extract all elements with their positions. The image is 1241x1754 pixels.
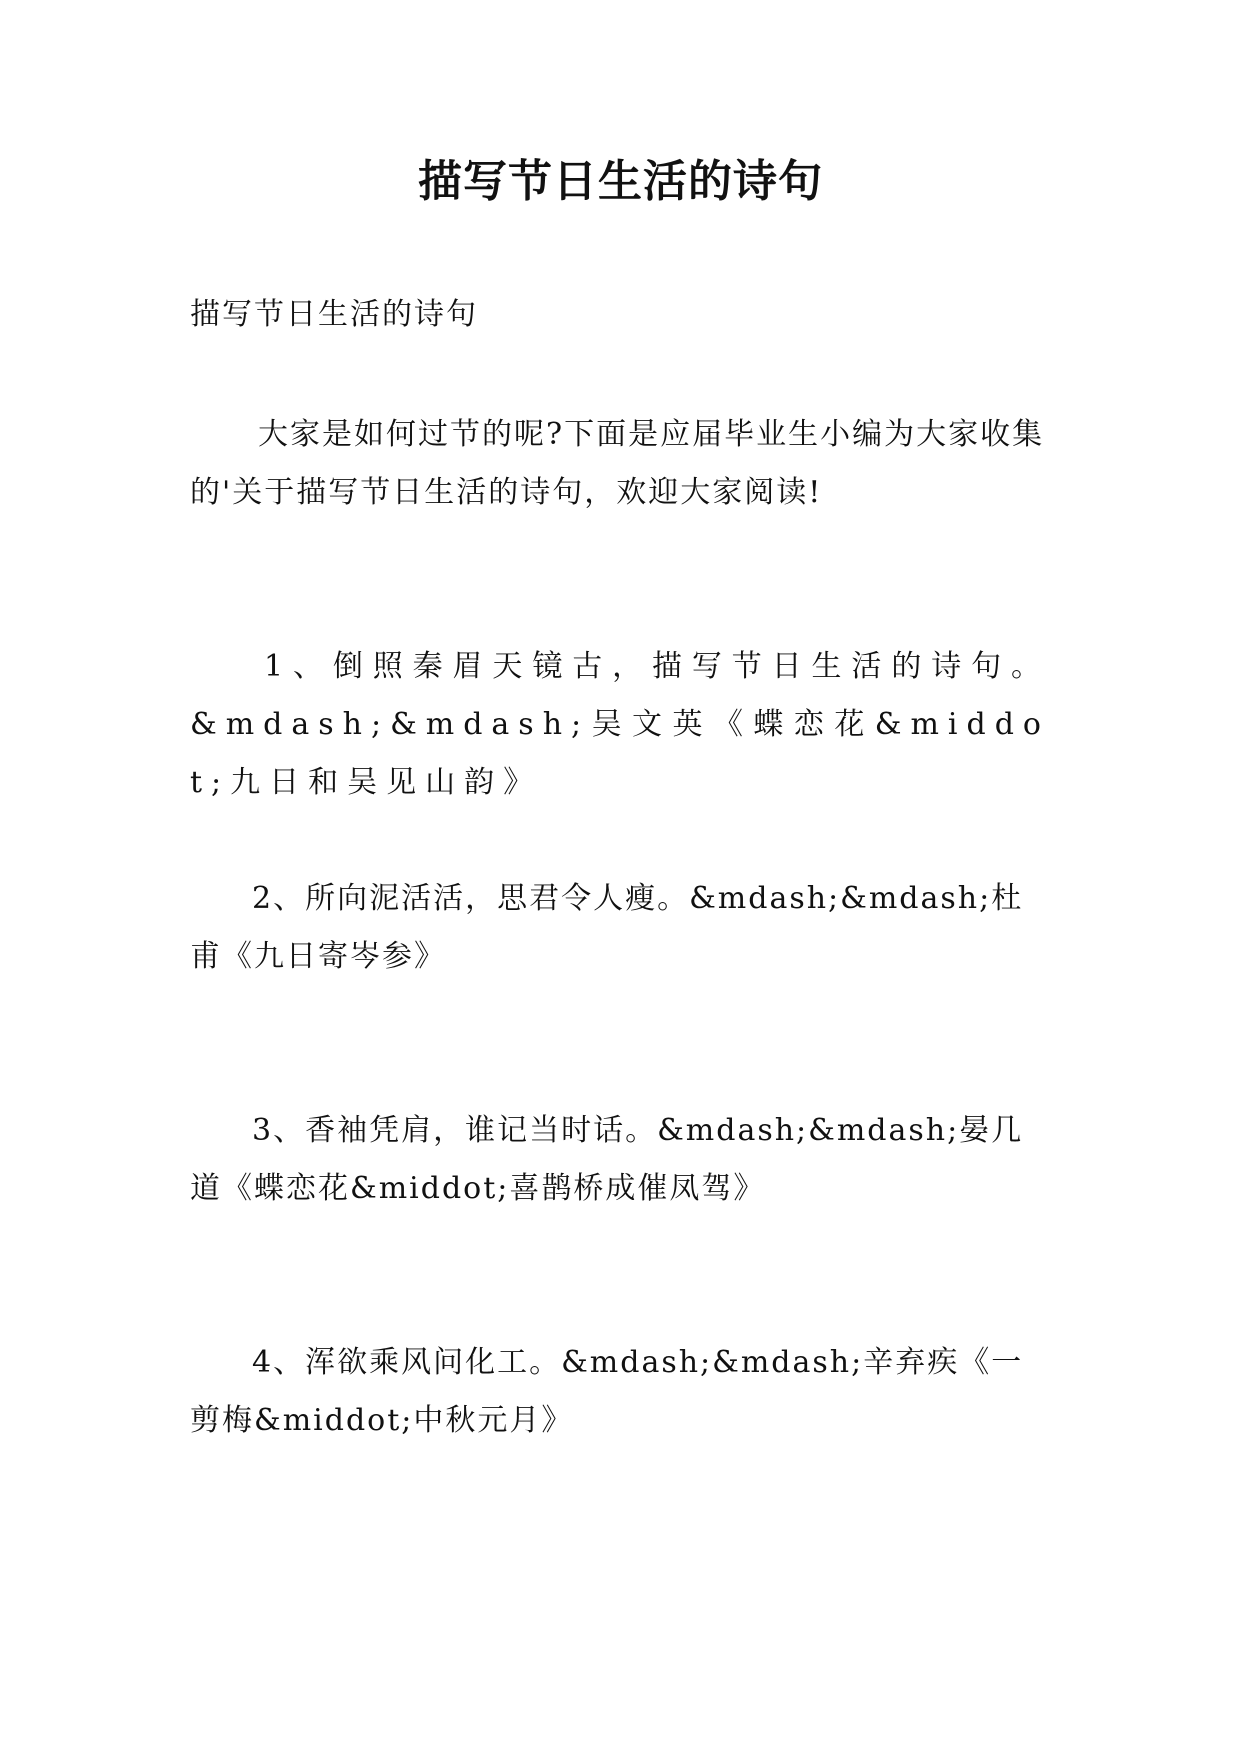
poem-line-2: 2、所向泥活活，思君令人瘦。&mdash;&mdash;杜甫《九日寄岑参》 bbox=[190, 881, 1024, 974]
poem-line-4: 4、浑欲乘风问化工。&mdash;&mdash;辛弃疾《一剪梅&middot;中秋元月》 bbox=[190, 1345, 1024, 1438]
poem-line-1: 1、倒照秦眉天镜古，描写节日生活的诗句。&mdash;&mdash;吴文英《蝶恋花&middot;九日和吴见山韵》 bbox=[190, 649, 1050, 800]
subtitle-paragraph: 描写节日生活的诗句 bbox=[190, 297, 478, 332]
poem-line-3: 3、香袖凭肩，谁记当时话。&mdash;&mdash;晏几道《蝶恋花&middot;喜鹊桥成催凤驾》 bbox=[190, 1113, 1024, 1206]
intro-paragraph: 大家是如何过节的呢?下面是应届毕业生小编为大家收集的'关于描写节日生活的诗句，欢迎大家阅读! bbox=[190, 417, 1045, 510]
page-title: 描写节日生活的诗句 bbox=[418, 156, 823, 207]
